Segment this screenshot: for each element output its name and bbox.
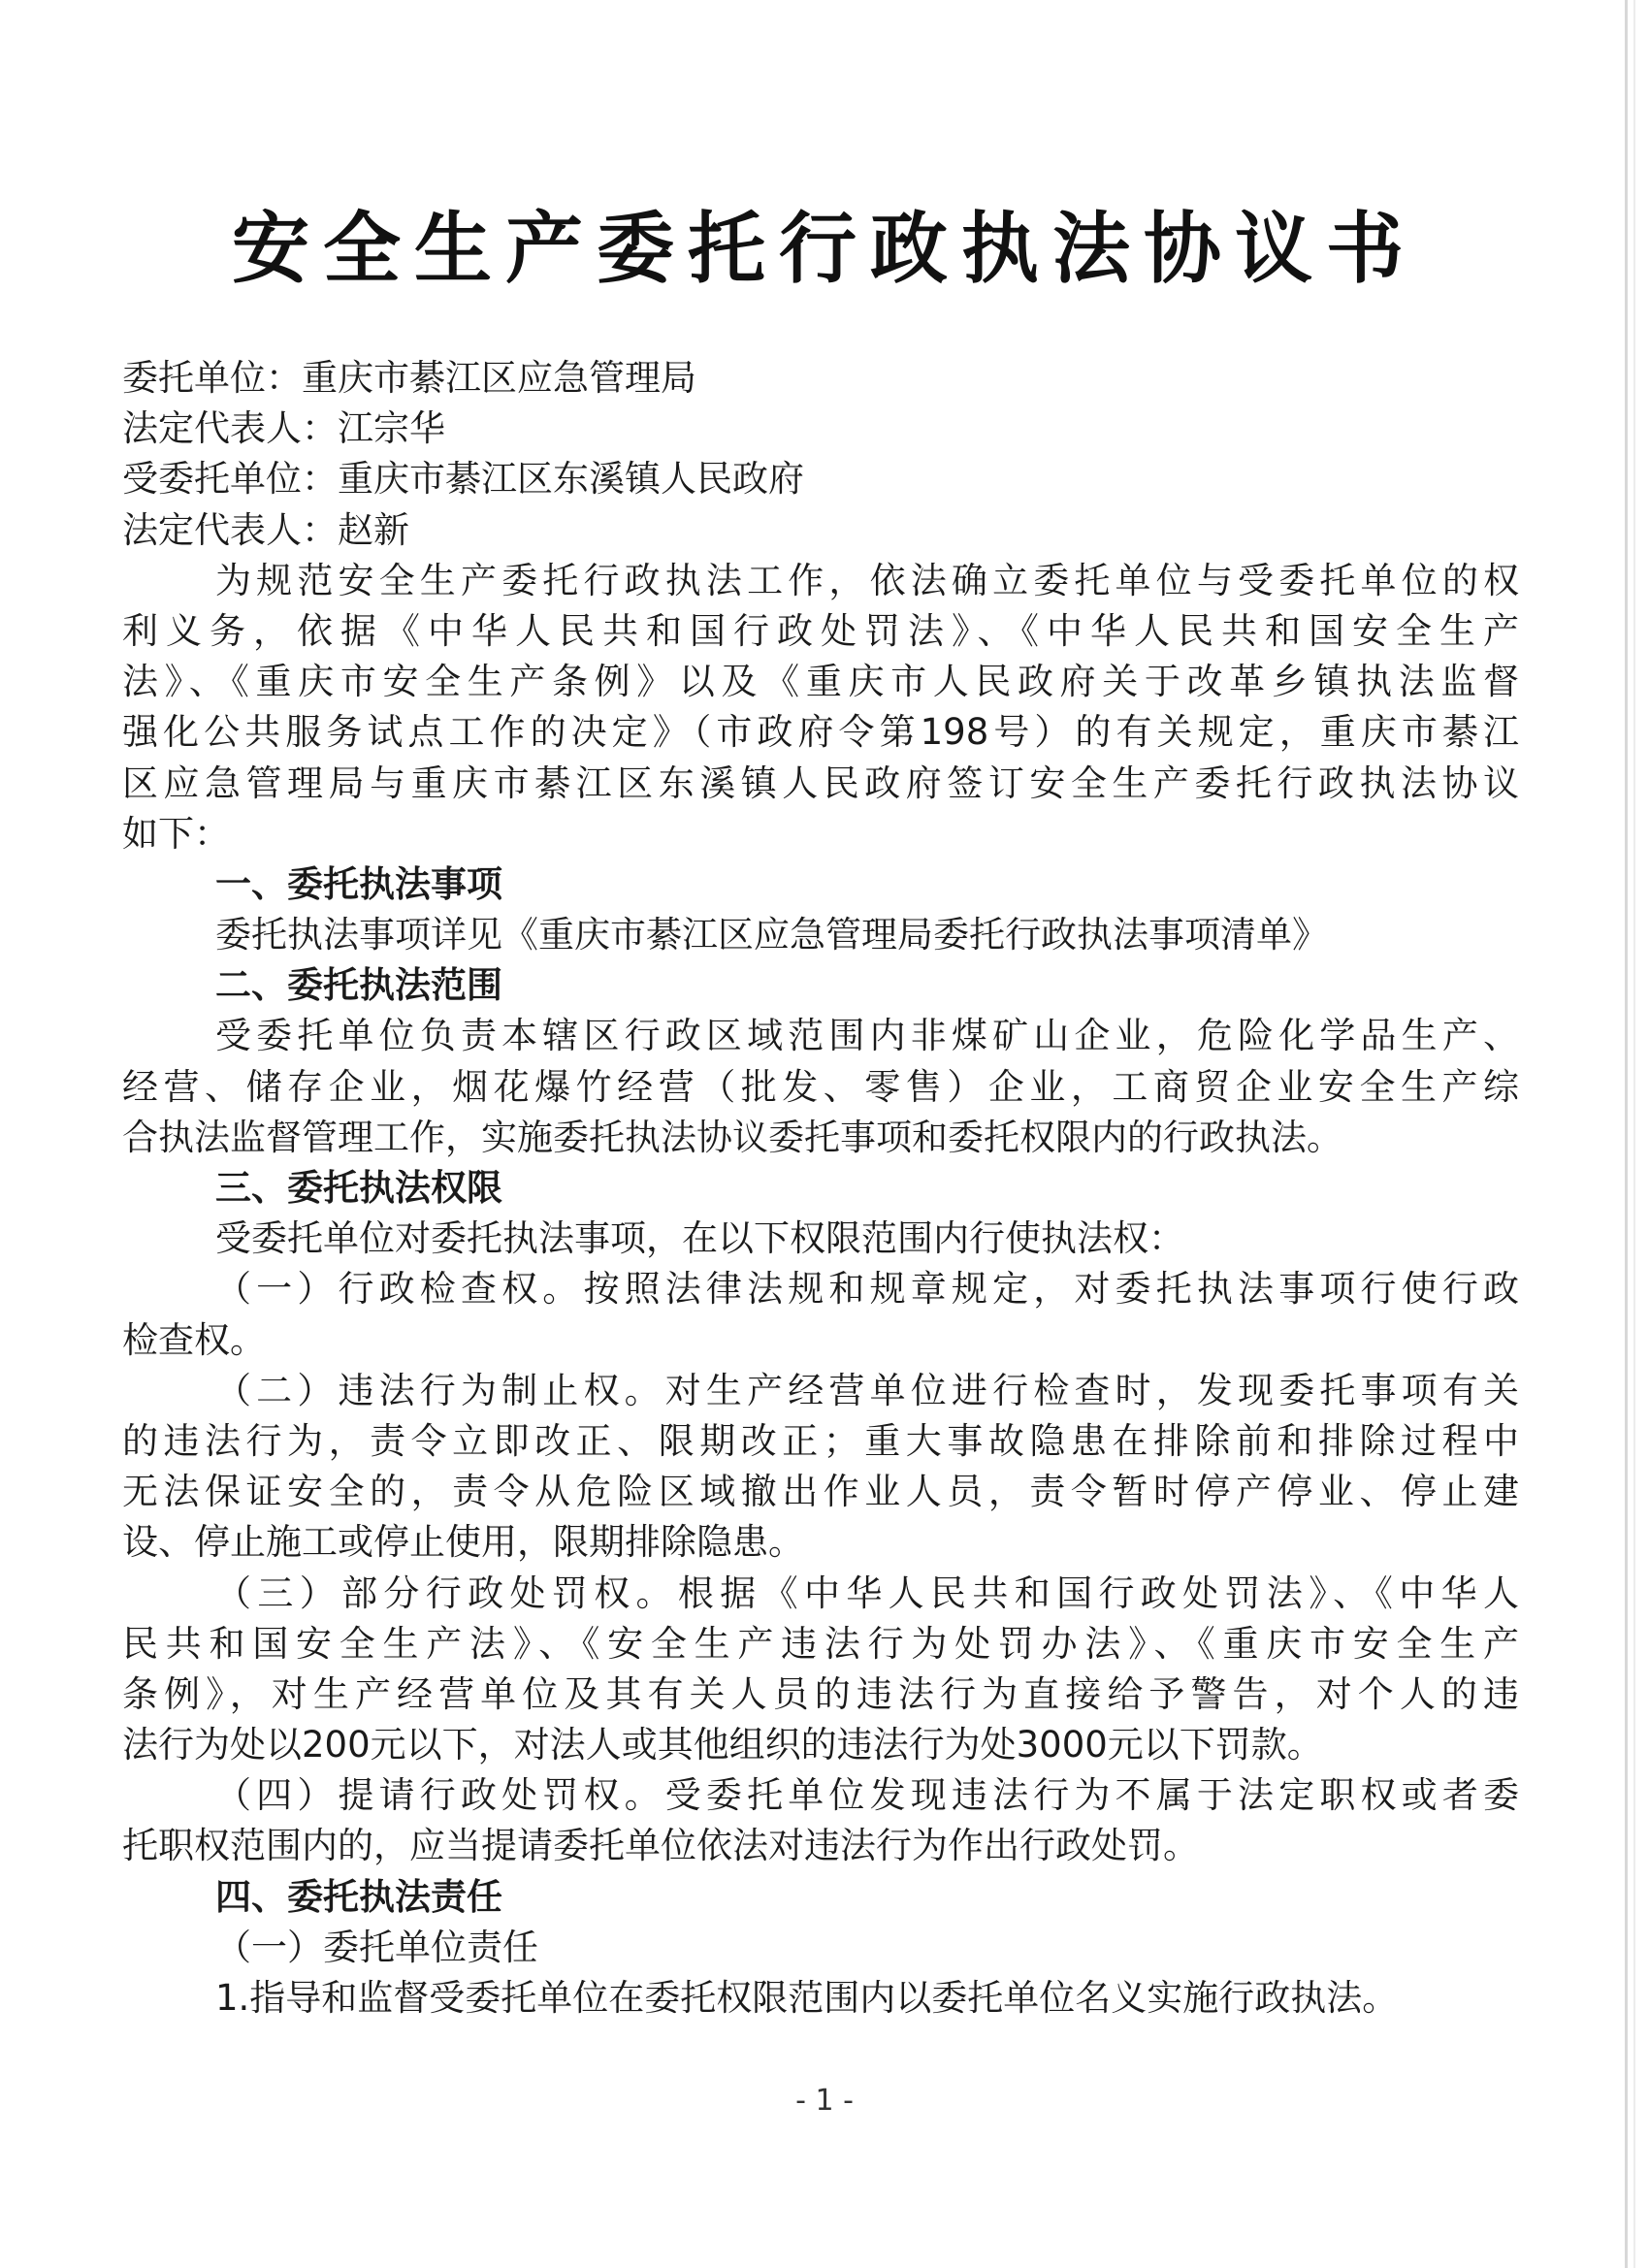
paragraph-line: 合执法监督管理工作，实施委托执法协议委托事项和委托权限内的行政执法。 [122, 1116, 1342, 1158]
paragraph-line: 受委托单位对委托执法事项，在以下权限范围内行使执法权： [215, 1217, 1184, 1260]
document-body [122, 353, 1519, 2024]
paragraph-line: 法行为处以200元以下，对法人或其他组织的违法行为处3000元以下罚款。 [122, 1724, 1323, 1766]
intro-line: 利义务，依据《中华人民共和国行政处罚法》、《中华人民共和国安全生产 [122, 609, 1519, 652]
paragraph-line: 条例》，对生产经营单位及其有关人员的违法行为直接给予警告，对个人的违 [122, 1672, 1519, 1715]
paragraph-line: （四）提请行政处罚权。受委托单位发现违法行为不属于法定职权或者委 [215, 1774, 1519, 1817]
paragraph-line: 委托执法事项详见《重庆市綦江区应急管理局委托行政执法事项清单》 [215, 914, 1328, 956]
section-heading: 二、委托执法范围 [215, 964, 502, 1007]
entrusted-unit-line: 受委托单位：重庆市綦江区东溪镇人民政府 [122, 458, 804, 501]
scan-page-edge [1625, 0, 1628, 2268]
paragraph-line: 受委托单位负责本辖区行政区域范围内非煤矿山企业，危险化学品生产、 [215, 1015, 1519, 1057]
entrusting-unit-line: 委托单位：重庆市綦江区应急管理局 [122, 357, 696, 399]
intro-line: 区应急管理局与重庆市綦江区东溪镇人民政府签订安全生产委托行政执法协议 [122, 761, 1519, 804]
paragraph-line: （一）行政检查权。按照法律法规和规章规定，对委托执法事项行使行政 [215, 1268, 1519, 1311]
section-heading: 一、委托执法事项 [215, 862, 502, 905]
intro-line: 强化公共服务试点工作的决定》（市政府令第198号）的有关规定，重庆市綦江 [122, 711, 1519, 754]
entrusting-representative-line: 法定代表人：江宗华 [122, 407, 445, 450]
scan-page-edge-inner [1633, 0, 1635, 2268]
section-heading: 三、委托执法权限 [215, 1167, 502, 1209]
paragraph-line: 1.指导和监督受委托单位在委托权限范围内以委托单位名义实施行政执法。 [215, 1977, 1399, 2019]
paragraph-line: （三）部分行政处罚权。根据《中华人民共和国行政处罚法》、《中华人 [215, 1571, 1519, 1614]
paragraph-line: 经营、储存企业，烟花爆竹经营（批发、零售）企业，工商贸企业安全生产综 [122, 1065, 1519, 1108]
page-number: - 1 - [795, 2084, 854, 2118]
paragraph-line: 托职权范围内的，应当提请委托单位依法对违法行为作出行政处罚。 [122, 1825, 1199, 1867]
paragraph-line: 的违法行为，责令立即改正、限期改正；重大事故隐患在排除前和排除过程中 [122, 1419, 1519, 1462]
paragraph-line: 检查权。 [122, 1318, 266, 1361]
paragraph-line: （二）违法行为制止权。对生产经营单位进行检查时，发现委托事项有关 [215, 1369, 1519, 1411]
document-title: 安全生产委托行政执法协议书 [232, 203, 1417, 294]
intro-line: 法》、《重庆市安全生产条例》以及《重庆市人民政府关于改革乡镇执法监督 [122, 661, 1519, 703]
paragraph-line: 无法保证安全的，责令从危险区域撤出作业人员，责令暂时停产停业、停止建 [122, 1471, 1519, 1513]
entrusted-representative-line: 法定代表人：赵新 [122, 508, 409, 551]
paragraph-line: 民共和国安全生产法》、《安全生产违法行为处罚办法》、《重庆市安全生产 [122, 1622, 1519, 1665]
intro-line: 如下： [122, 812, 230, 855]
intro-line: 为规范安全生产委托行政执法工作，依法确立委托单位与受委托单位的权 [215, 559, 1519, 601]
section-heading: 四、委托执法责任 [215, 1875, 502, 1918]
subsection-heading: （一）委托单位责任 [215, 1926, 538, 1968]
paragraph-line: 设、停止施工或停止使用，限期排除隐患。 [122, 1521, 804, 1564]
